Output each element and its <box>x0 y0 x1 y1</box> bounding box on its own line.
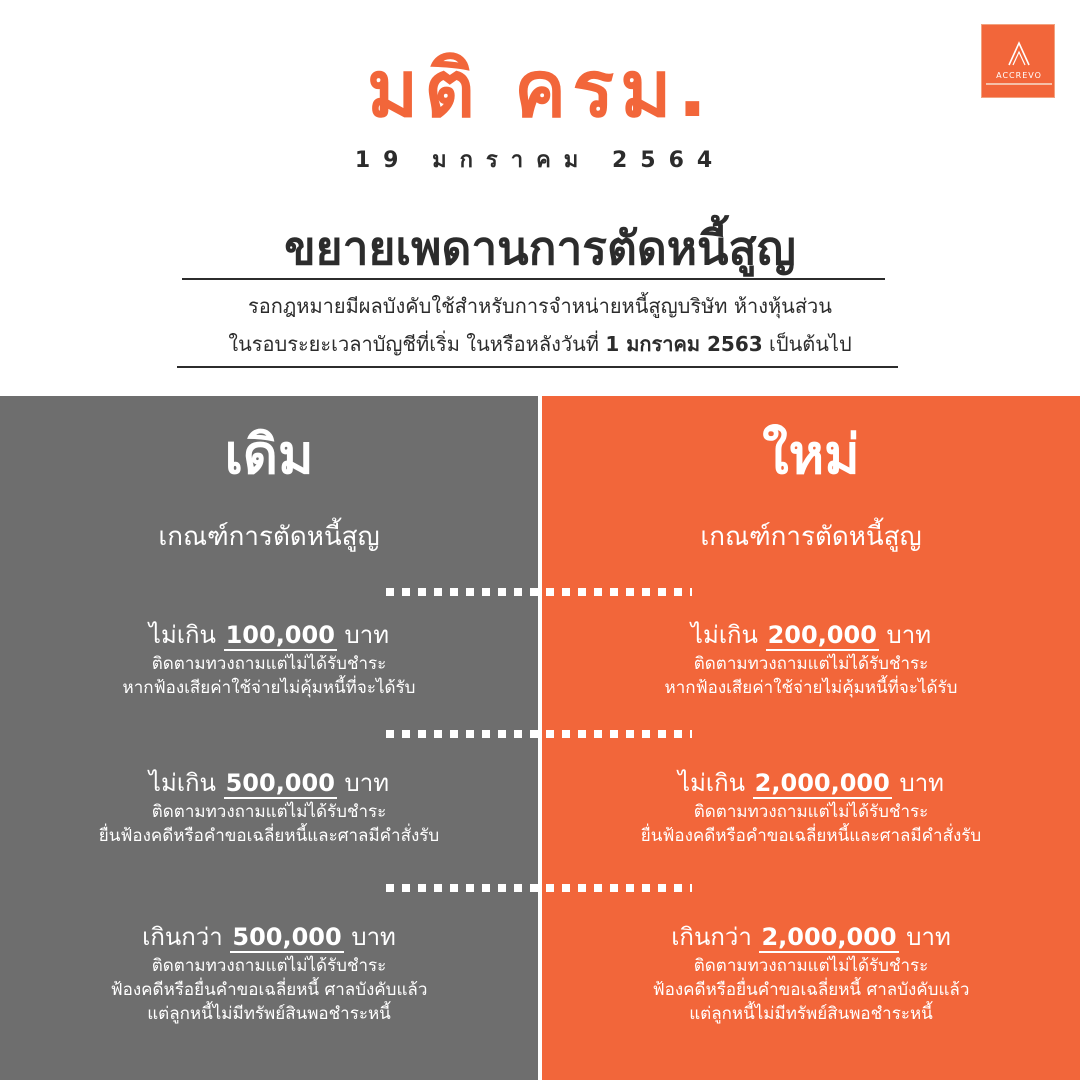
new-rule-1 <box>542 618 1080 700</box>
dotted-separator <box>386 884 692 892</box>
new-rule-3 <box>542 920 1080 1026</box>
rule-unit: บาท <box>886 621 932 649</box>
rule-detail: ติดตามทวงถามแต่ไม่ได้รับชำระ <box>693 654 929 674</box>
logo-text: ACCREVO <box>996 71 1042 80</box>
rule-amount: 2,000,000 <box>754 769 890 797</box>
rule-title <box>0 766 538 800</box>
rule-amount: 500,000 <box>232 923 342 951</box>
rule-prefix: ไม่เกิน <box>148 621 216 649</box>
old-heading: เดิม <box>224 423 314 486</box>
rule-detail: ติดตามทวงถามแต่ไม่ได้รับชำระ <box>151 956 387 976</box>
subtitle-line-1: รอกฎหมายมีผลบังคับใช้สำหรับการจำหน่ายหนี้สูญบริษัท ห้างหุ้นส่วน <box>248 294 832 318</box>
dotted-separator <box>386 588 692 596</box>
rule-unit: บาท <box>906 923 951 951</box>
new-rule-2 <box>542 766 1080 848</box>
subtitle-line-2-start: ในรอบระยะเวลาบัญชีที่เริ่ม ในหรือหลังวันที่ <box>228 332 606 356</box>
rule-unit: บาท <box>899 769 944 797</box>
rule-unit: บาท <box>344 769 390 797</box>
rule-detail: ติดตามทวงถามแต่ไม่ได้รับชำระ <box>693 956 929 976</box>
rule-detail: ติดตามทวงถามแต่ไม่ได้รับชำระ <box>151 654 387 674</box>
rule-detail: แต่ลูกหนี้ไม่มีทรัพย์สินพอชำระหนี้ <box>689 1004 933 1024</box>
subtitle-line-2 <box>0 328 1080 360</box>
divider-bottom <box>177 366 898 368</box>
date-label: 19 มกราคม 2564 <box>354 148 726 173</box>
rule-detail: ยื่นฟ้องคดีหรือคำขอเฉลี่ยหนี้และศาลมีคำสั่งรับ <box>98 826 440 846</box>
rule-detail: ยื่นฟ้องคดีหรือคำขอเฉลี่ยหนี้และศาลมีคำสั่งรับ <box>640 826 982 846</box>
rule-amount: 100,000 <box>225 621 335 649</box>
rule-amount: 2,000,000 <box>761 923 897 951</box>
rule-unit: บาท <box>351 923 396 951</box>
rule-unit: บาท <box>344 621 390 649</box>
rule-title <box>0 920 538 954</box>
divider-top <box>182 278 885 280</box>
old-criteria-label: เกณฑ์การตัดหนี้สูญ <box>158 522 380 552</box>
rule-detail: ติดตามทวงถามแต่ไม่ได้รับชำระ <box>693 802 929 822</box>
new-heading: ใหม่ <box>762 423 860 486</box>
rule-detail: ติดตามทวงถามแต่ไม่ได้รับชำระ <box>151 802 387 822</box>
effective-date: 1 มกราคม 2563 <box>605 332 763 356</box>
headline: ขยายเพดานการตัดหนี้สูญ <box>284 221 796 275</box>
rule-title <box>542 618 1080 652</box>
rule-title <box>0 618 538 652</box>
rule-title <box>542 766 1080 800</box>
logo-underline <box>986 83 1052 85</box>
rule-prefix: เกินกว่า <box>671 923 752 951</box>
new-criteria-label: เกณฑ์การตัดหนี้สูญ <box>700 522 922 552</box>
old-rule-3 <box>0 920 538 1026</box>
rule-detail: ฟ้องคดีหรือยื่นคำขอเฉลี่ยหนี้ ศาลบังคับแล้ว <box>652 980 970 1000</box>
rule-detail: แต่ลูกหนี้ไม่มีทรัพย์สินพอชำระหนี้ <box>147 1004 391 1024</box>
rule-prefix: ไม่เกิน <box>678 769 746 797</box>
rule-prefix: เกินกว่า <box>142 923 223 951</box>
rule-prefix: ไม่เกิน <box>690 621 758 649</box>
dotted-separator <box>386 730 692 738</box>
rule-detail: หากฟ้องเสียค่าใช้จ่ายไม่คุ้มหนี้ที่จะได้รับ <box>122 678 416 698</box>
old-rule-1 <box>0 618 538 700</box>
rule-title <box>542 920 1080 954</box>
accrevo-logo <box>981 24 1055 98</box>
subtitle-line-2-end: เป็นต้นไป <box>762 332 852 356</box>
accrevo-logo-icon <box>1007 39 1031 67</box>
rule-detail: หากฟ้องเสียค่าใช้จ่ายไม่คุ้มหนี้ที่จะได้รับ <box>664 678 958 698</box>
rule-amount: 200,000 <box>767 621 877 649</box>
old-rule-2 <box>0 766 538 848</box>
rule-detail: ฟ้องคดีหรือยื่นคำขอเฉลี่ยหนี้ ศาลบังคับแล้ว <box>110 980 428 1000</box>
page-title: มติ ครม. <box>366 45 714 135</box>
rule-amount: 500,000 <box>225 769 335 797</box>
rule-prefix: ไม่เกิน <box>148 769 216 797</box>
